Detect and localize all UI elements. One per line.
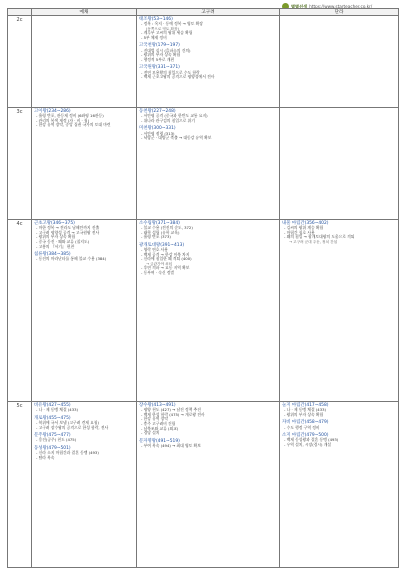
entry-line: - 동진의 마라난타를 통해 불교 수용 (384) — [36, 256, 107, 262]
entry-line: - 위나라 관구검의 침입으로 위기 — [141, 117, 195, 123]
entry-line: - 고흥의 『서기』 편찬 — [36, 243, 75, 249]
entry-title: 비유왕(427~455) — [34, 403, 71, 408]
entry-line: - 계루부 고씨의 왕위 세습 확립 — [141, 30, 193, 36]
entry-line: - 왕위의 부자 상속 확립 — [141, 52, 181, 58]
entry-line: - 동부여 · 숙신 정벌 — [141, 269, 175, 275]
entry-line: - 전연 모용황의 침입으로 수도 함락 — [141, 69, 200, 75]
entry-section — [34, 109, 134, 128]
content-cell — [32, 16, 137, 108]
entry-line: - 김씨의 왕위 계승 확립 — [284, 225, 324, 231]
entry-line: - 율령 반포, 관등제 정비 (6좌평 16관등) — [36, 113, 104, 119]
content-cell — [137, 108, 280, 220]
content-cell — [137, 402, 280, 568]
entry-line: - 부여 복속 (494) → 최대 영토 확보 — [141, 442, 201, 448]
period-cell: 5c — [8, 402, 32, 568]
entry-section — [34, 252, 134, 262]
table-row — [8, 220, 399, 402]
entry-title: 문자명왕(491~519) — [139, 438, 180, 444]
entry-section — [139, 403, 277, 436]
entry-section — [34, 433, 134, 443]
entry-line: - 수도 행정 구역 정비 — [284, 424, 320, 430]
entry-line: - 백제 한성 함락 (475) → 개로왕 전사 — [141, 411, 205, 417]
entry-section — [34, 403, 134, 413]
history-table — [7, 8, 399, 568]
entry-line: - 고구려 평양성 공격 → 고국원왕 전사 — [36, 229, 100, 235]
entry-section — [34, 416, 134, 430]
entry-section — [139, 243, 277, 276]
entry-line: - 진대법 실시 (을파소의 건의) — [141, 47, 191, 53]
entry-title: 고국원왕(331~371) — [139, 65, 180, 71]
logo-name: 별별선생 — [291, 3, 308, 9]
entry-line: - 평양 천도 (427) → 남진 정책 추진 — [141, 407, 201, 413]
entry-title: 내물 마립간(356~402) — [282, 221, 329, 226]
entry-line: - 충주 고구려비 건립 — [141, 420, 176, 426]
entry-line: - 마한 정복 → 전라도 남해안까지 진출 — [36, 225, 100, 231]
entry-section — [34, 446, 134, 460]
entry-title: 문주왕(475~477) — [34, 433, 71, 439]
entry-line: - 탐라 복속 — [36, 454, 55, 460]
entry-section — [139, 439, 277, 449]
entry-line: - 정복 : 옥저 · 동예 정복 → 영토 확장 — [141, 21, 203, 27]
content-cell — [280, 108, 399, 220]
entry-line: - 신라 소지 마립간과 결혼 동맹 (493) — [36, 450, 99, 456]
entry-line: - 왕위의 부자 상속 확립 — [36, 234, 76, 240]
entry-line: - 영락 연호 사용 — [141, 247, 168, 253]
logo-url[interactable]: https://www.starteacher.co.kr/ — [309, 4, 373, 9]
entry-section — [34, 221, 134, 249]
entry-line: - 나 · 제 동맹 체결 (433) — [36, 407, 79, 413]
header-baekje: 예채 — [32, 9, 137, 16]
content-cell — [32, 402, 137, 568]
entry-section — [139, 65, 277, 79]
entry-title: 눌지 마립간(417~458) — [282, 403, 329, 408]
entry-title: 광개토대왕(391~413) — [139, 242, 185, 248]
entry-title: 태조왕(53~146) — [139, 17, 173, 22]
entry-line: - 태학 설립 (유학 교육) — [141, 229, 180, 235]
entry-line: - 중국 동진 · 왜와 교류 (칠지도) — [36, 238, 90, 244]
entry-section — [139, 126, 277, 140]
entry-line: (동쪽으로 영토 확장) — [146, 26, 179, 31]
header-goguryeo: 고구려 — [137, 9, 280, 16]
content-cell — [280, 220, 399, 402]
content-cell — [32, 220, 137, 402]
entry-line: - 백제 근초고왕의 공격으로 평양성에서 전사 — [141, 74, 215, 80]
header-period — [8, 9, 32, 16]
entry-line: - 웅진(공주) 천도 (475) — [36, 437, 77, 443]
table-row — [8, 16, 399, 108]
period-cell: 2c — [8, 16, 32, 108]
entry-line: - 고구려 장수왕의 공격으로 한성 함락, 전사 — [36, 424, 109, 430]
entry-line: → 금관가야 쇠퇴 — [146, 261, 173, 266]
entry-line: - 나 · 제 동맹 체결 (433) — [284, 407, 327, 413]
entry-line: - 백제 공격 → 한강 이북 차지 — [141, 251, 190, 257]
entry-section — [139, 221, 277, 240]
content-cell — [32, 108, 137, 220]
entry-line: - 후연 격파 → 요동 지역 확보 — [141, 265, 190, 271]
entry-title: 근초고왕(346~375) — [34, 221, 75, 226]
entry-title: 소수림왕(371~384) — [139, 221, 180, 226]
entry-title: 침류왕(384~385) — [34, 252, 71, 258]
table-header-row — [8, 9, 399, 16]
entry-title: 소지 마립간(479~500) — [282, 433, 329, 439]
entry-line: - 왜의 침입 → 광개토대왕의 도움으로 격퇴 — [284, 234, 355, 240]
entry-line: - 불교 수용 (전진의 순도, 372) — [141, 225, 193, 231]
entry-line: - 서안평 공격 (중국과 한반도 교통 요지) — [141, 113, 208, 119]
entry-title: 미천왕(300~331) — [139, 126, 176, 132]
entry-section — [139, 43, 277, 62]
period-cell: 4c — [8, 220, 32, 402]
entry-line: - 신라에 침입한 왜 격퇴 (400) — [141, 256, 192, 262]
entry-line: - 남북조와 교류 (외교) — [141, 425, 179, 431]
content-cell — [280, 402, 399, 568]
entry-section — [282, 403, 396, 417]
entry-title: 자비 마립간(458~479) — [282, 420, 329, 426]
entry-section — [139, 17, 277, 40]
entry-line: - 우역 설치, 시장(경시) 개설 — [284, 441, 332, 447]
entry-title: 동성왕(479~501) — [34, 445, 71, 451]
entry-line: → 고구려 군대 주둔, 정치 간섭 — [289, 239, 338, 244]
table-row — [8, 402, 399, 568]
entry-line: - 5부 체제 정비 — [141, 34, 167, 40]
entry-line: - 낙랑군 · 대방군 축출 → 대동강 유역 확보 — [141, 135, 212, 141]
entry-section — [282, 420, 396, 430]
entry-title: 고국천왕(179~197) — [139, 43, 180, 49]
entry-title: 동천왕(227~248) — [139, 109, 176, 114]
period-cell: 3c — [8, 108, 32, 220]
entry-line: - 서안평 점령 (313) — [141, 130, 175, 136]
entry-title: 개로왕(455~475) — [34, 415, 71, 421]
entry-line: - 한강 유역 장악, 중앙 집권 국가의 토대 마련 — [36, 122, 111, 128]
header-silla: 단라 — [280, 9, 399, 16]
entry-line: - 경당 설치 — [141, 430, 160, 436]
content-cell — [137, 16, 280, 108]
content-cell — [137, 220, 280, 402]
entry-line: - 율령 반포 (373) — [141, 234, 171, 240]
entry-section — [282, 221, 396, 244]
entry-line: - 왕위의 부자 상속 확립 — [284, 411, 324, 417]
content-cell — [280, 16, 399, 108]
table-row — [8, 108, 399, 220]
entry-line: - 북위에 국서 보냄 (고구려 견제 요청) — [36, 420, 99, 425]
entry-line: - 마립간 칭호 사용 — [284, 229, 315, 235]
entry-line: - 한강 유역 장악 — [141, 416, 168, 422]
entry-title: 고이왕(234~286) — [34, 109, 71, 114]
entry-section — [139, 109, 277, 123]
entry-line: - 관리의 복색 제정 (자 · 비 · 청) — [36, 117, 90, 123]
entry-section — [282, 433, 396, 447]
entry-title: 장수왕(413~491) — [139, 403, 176, 408]
entry-line: - 행정적 5부로 개편 — [141, 56, 175, 62]
entry-line: - 백제 동성왕과 결혼 동맹 (493) — [284, 437, 339, 443]
